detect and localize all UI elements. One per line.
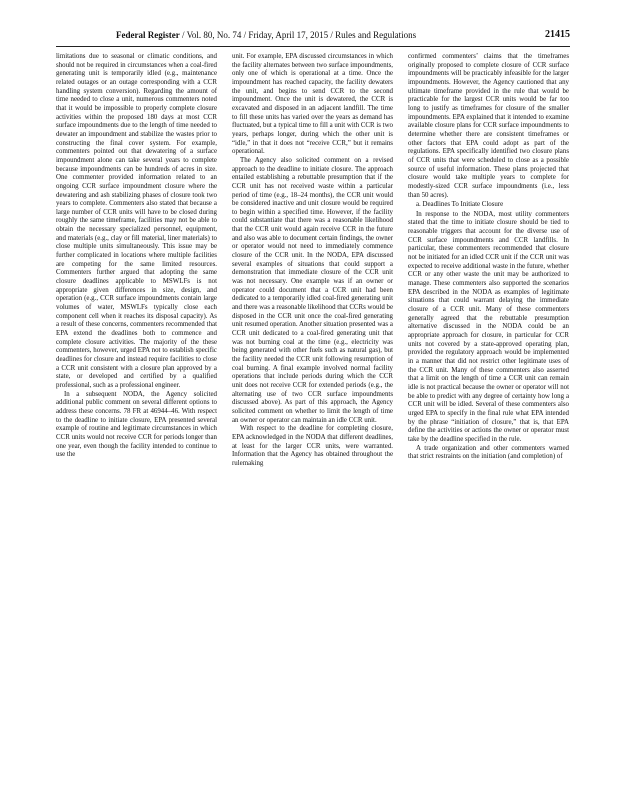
- page-number: 21415: [545, 29, 570, 40]
- text-column-1: [56, 53, 217, 788]
- running-header: [56, 30, 570, 44]
- journal-name: Federal Register: [116, 30, 180, 40]
- paragraph: confirmed commenters’ claims that the timeframes originally proposed to complete closure of CCR surface impoundments will be practicably infeasible for the larger impoundments. However, the Agency cautioned that any ultimate timeframe provided in the rule that would be practicable for the largest CCR units would be far too long to justify as timeframes for closure of the smaller impoundments. EPA explained that it intended to examine available closure plans for CCR surface impoundments to determine whether there are consistent timeframes or other factors that EPA could adopt as part of the regulations. EPA specifically identified two closure plans of CCR units that were scheduled to close as a possible source of useful information. These plans projected that closure would take multiple years to complete for modestly-sized CCR surface impoundments (i.e., less than 50 acres).: [408, 53, 569, 199]
- paragraph: limitations due to seasonal or climatic conditions, and should not be required in circumstances when a coal-fired generating unit is temporarily idled (e.g., maintenance related outages or an outage corresponding with a CCR handling system conversion). Regarding the amount of time needed to close a unit, numerous commenters noted that it would be impossible to properly complete closure activities within the proposed 180 days at most CCR surface impoundments due to the length of time needed to dewater an impoundment and stabilize the wastes prior to constructing the final cover system. For example, commenters pointed out that dewatering of a surface impoundment alone can take several years to complete because impoundments can be hundreds of acres in size. One commenter provided information related to an ongoing CCR surface impoundment closure where the dewatering and ash stabilizing phases of closure took two years to complete. Commenters also stated that because a large number of CCR units will have to be closed during roughly the same timeframe, facilities may not be able to obtain the necessary specialized personnel, equipment, and materials (e.g., clay or fill material, liner materials) to close multiple units simultaneously. This issue may be further complicated in locations where multiple facilities are competing for the same limited resources. Commenters further argued that adopting the same closure deadlines applicable to MSWLFs is not appropriate given differences in size, design, and operation (e.g., CCR surface impoundments contain large volumes of water, MSWLFs typically close each component cell when it reaches its disposal capacity). As a result of these concerns, commenters recommended that EPA extend the deadlines both to commence and complete closure activities. The majority of the these commenters, however, urged EPA not to establish specific deadlines for closure and instead require facilities to close a CCR unit consistent with a closure plan approved by a state, or developed and certified by a qualified professional, such as a professional engineer.: [56, 53, 217, 389]
- paragraph: With respect to the deadline for completing closure, EPA acknowledged in the NODA that different deadlines, at least for the larger CCR units, were warranted. Information that the Agency has obtained throughout the rulemaking: [232, 425, 393, 467]
- issue-info: / Vol. 80, No. 74 / Friday, April 17, 2015 / Rules and Regulations: [181, 30, 417, 40]
- text-column-2: [232, 53, 393, 788]
- section-heading: a. Deadlines To Initiate Closure: [416, 201, 504, 209]
- header-rule: [56, 46, 570, 47]
- paragraph: In a subsequent NODA, the Agency solicited additional public comment on several different options to address these concerns. 78 FR at 46944–46. With respect to the deadline to initiate closure, EPA presented several example of routine and legitimate circumstances in which CCR units would not receive CCR for periods longer than one year, even though the facility intended to continue to use the: [56, 390, 217, 459]
- paragraph: In response to the NODA, most utility commenters stated that the time to initiate closure should be tied to reasonable triggers that account for the diverse use of CCR surface impoundments and CCR landfills. In particular, these commenters recommended that closure not be initiated for an idled CCR unit if the CCR unit was expected to receive additional waste in the future, whether CCR or any other waste the unit may be authorized to manage. These commenters also supported the scenarios EPA described in the NODA as examples of legitimate situations that could warrant delaying the immediate closure of a CCR unit. Many of these commenters generally agreed that the rebuttable presumption alternative discussed in the NODA could be an appropriate approach for closure, in particular for CCR units not covered by a state-approved operating plan, provided the regulatory approach would be implemented in a manner that did not restrict other legitimate uses of the CCR unit. Many of these commenters also asserted that a limit on the length of time a CCR unit can remain idle is not practical because the owner or operator will not be able to predict with any degree of certainty how long a CCR unit will be idled. Several of these commenters also urged EPA to specify in the final rule what EPA intended by the phrase “initiation of closure,” that is, that EPA define the activities or actions the owner or operator must take by the deadline specified in the rule.: [408, 210, 569, 443]
- paragraph: The Agency also solicited comment on a revised approach to the deadline to initiate closure. The approach entailed establishing a rebuttable presumption that if the CCR unit has not received waste within a particular period of time (e.g., 18–24 months), the CCR unit would be considered inactive and unit closure would be required to begin within a specified time. However, if the facility could substantiate that there was a reasonable likelihood that the CCR unit would again receive CCR in the future and also was able to document certain findings, the owner or operator would not need to immediately commence closure of the CCR unit. In the NODA, EPA discussed several examples of situations that could support a demonstration that immediate closure of the CCR unit was not necessary. One example was if an owner or operator could document that a CCR unit had been dedicated to a temporarily idled coal-fired generating unit and there was a reasonable likelihood that CCRs would be disposed in the CCR unit once the coal-fired generating unit resumed operation. Another situation presented was a CCR unit dedicated to a coal-fired generating unit that was not burning coal at the time (e.g., electricity was being generated with other fuels such as natural gas), but the facility needed the CCR unit following resumption of coal burning. A final example involved normal facility operations that include periods during which the CCR unit does not receive CCR for extended periods (e.g., the alternating use of two CCR surface impoundments discussed above). As part of this approach, the Agency solicited comment on whether to limit the length of time an owner or operator can maintain an idle CCR unit.: [232, 156, 393, 424]
- paragraph: unit. For example, EPA discussed circumstances in which the facility alternates between two surface impoundments, only one of which is operational at a time. Once the impoundment has reached capacity, the facility dewaters the unit, and begins to send CCR to the second impoundment. Once the unit is dewatered, the CCR is excavated and disposed in an adjacent landfill. The time to fill these units has varied over the years as demand has fluctuated, but a typical time to fill a unit with CCR is two years, perhaps longer, during which the other unit is “idle,” in that it does not “receive CCR,” but it remains operational.: [232, 53, 393, 156]
- text-column-3: [408, 53, 569, 788]
- paragraph: A trade organization and other commenters warned that strict restraints on the initiation (and completion) of: [408, 444, 569, 461]
- header-title: [116, 30, 416, 40]
